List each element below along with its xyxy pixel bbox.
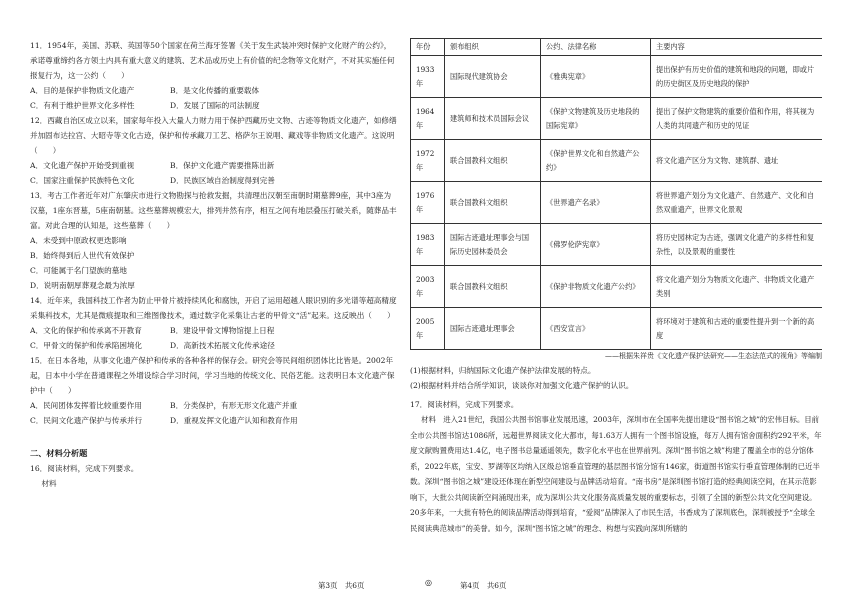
cell-content: 将历史园林定为古迹，强调文化遗产的多样性和复杂性，以及景观的重要性 xyxy=(651,224,823,266)
option-b: B．始终得到后人世代有效保护 xyxy=(30,251,135,260)
option-b: B．分类保护，有形无形文化遗产并重 xyxy=(170,401,298,410)
option-a: A．文化的保护和传承离不开教育 xyxy=(30,326,142,335)
table-row xyxy=(411,224,823,266)
cell-year: 1976年 xyxy=(411,182,445,224)
convention-table xyxy=(410,38,822,350)
option-b: B．是文化传播的重要载体 xyxy=(170,86,260,95)
option-d: D．发展了国际的司法制度 xyxy=(170,101,260,110)
option-d: D．高新技术拓展文化传承途径 xyxy=(170,341,275,350)
cell-year: 1983年 xyxy=(411,224,445,266)
question-13 xyxy=(30,188,398,293)
table-row xyxy=(411,308,823,350)
cell-year: 2003年 xyxy=(411,266,445,308)
left-page xyxy=(30,0,398,608)
cell-law-name: 《佛罗伦萨宪章》 xyxy=(541,224,651,266)
page-number-left: 第3页 共6页 xyxy=(318,581,365,590)
header-organization: 颁布组织 xyxy=(445,39,541,56)
material-passage: 材料 进入21世纪，我国公共图书馆事业发展迅速，2003年，深圳市在全国率先提出建设“图书馆之城”的宏伟目标。目前全市公共图书馆达1086所，远超世界阅读文化大都市，每1.63万人拥有一个图书馆设施，每万人拥有馆舍面积约292平米，年度文献购置费用达1.4亿，电子图书总量遥遥领先，数字化水平也在世界前列。深圳“图书馆之城”构建了覆盖全市的总分馆体系，2022年底，宝安、罗湖等区均纳入区级总馆垂直管理的基层图书馆分馆有146家，街道图书馆实行垂直管理体制的已近半数。深圳“图书馆之城”建设还体现在新型空间建设与品牌活动培育。“南书房”是深圳图书馆打造的经典阅读空间，在其示范影响下，大批公共阅读新空间涌现出来，成为深圳公共文化服务高质量发展的重要标志，引领了全国的新型公共文化空间建设。20多年来，一大批有特色的阅读品牌活动得到培育，“爱阅”品牌深入了市民生活，书香成为了深圳底色，深圳被授予“全球全民阅读典范城市”的美誉。如今，深圳“图书馆之城”的理念、构想与实践向深圳所辖的 xyxy=(410,415,822,533)
cell-organization: 联合国教科文组织 xyxy=(445,182,541,224)
cell-law-name: 《保护非物质文化遗产公约》 xyxy=(541,266,651,308)
table-header-row xyxy=(411,39,823,56)
table-row xyxy=(411,266,823,308)
question-12 xyxy=(30,113,398,188)
question-15-options xyxy=(30,398,398,428)
option-b: B．建设甲骨文博物馆提上日程 xyxy=(170,326,275,335)
question-11-options xyxy=(30,83,398,113)
cell-organization: 联合国教科文组织 xyxy=(445,140,541,182)
question-11 xyxy=(30,38,398,113)
question-16 xyxy=(30,461,398,491)
cell-organization: 联合国教科文组织 xyxy=(445,266,541,308)
question-12-options xyxy=(30,158,398,188)
page-number-right: 第4页 共6页 xyxy=(460,581,507,590)
cell-content: 将文化遗产划分为物质文化遗产、非物质文化遗产类别 xyxy=(651,266,823,308)
cell-content: 提出了保护文物建筑的重要价值和作用，将其视为人类的共同遗产和历史的见证 xyxy=(651,98,823,140)
binding-mark-icon: ◎ xyxy=(425,578,432,587)
option-a: A．文化遗产保护开始受到重视 xyxy=(30,161,135,170)
cell-organization: 国际古迹遗址理事会 xyxy=(445,308,541,350)
cell-law-name: 《保护文物建筑及历史地段的国际宪章》 xyxy=(541,98,651,140)
table-row xyxy=(411,182,823,224)
option-a: A．未受到中原政权更迭影响 xyxy=(30,236,127,245)
header-law-name: 公约、法律名称 xyxy=(541,39,651,56)
table-row xyxy=(411,140,823,182)
question-16-requirements xyxy=(410,363,822,412)
question-16-text: 16．阅读材料，完成下列要求。 xyxy=(30,464,139,473)
header-year: 年份 xyxy=(411,39,445,56)
cell-content: 将文化遗产区分为文物、建筑群、遗址 xyxy=(651,140,823,182)
cell-law-name: 《西安宣言》 xyxy=(541,308,651,350)
option-c: C．民间文化遗产保护与传承并行 xyxy=(30,416,143,425)
cell-year: 1933年 xyxy=(411,56,445,98)
question-15-text: 15．在日本各地，从事文化遗产保护和传承的各种各样的保存会。研究会等民间组织团体比比皆是。2002年起，日本中小学在普通课程之外增设综合学习时间，学习当地的传统文化、民俗艺能。这表明日本文化遗产保护中（ ） xyxy=(30,356,395,395)
cell-organization: 国际古迹遗址理事会与国际历史园林委员会 xyxy=(445,224,541,266)
section-heading: 二、材料分析题 xyxy=(30,448,88,458)
option-b: B．保护文化遗产需要推陈出新 xyxy=(170,161,275,170)
requirement-2: (2)根据材料并结合所学知识，谈谈你对加强文化遗产保护的认识。 xyxy=(410,381,634,390)
cell-law-name: 《雅典宪章》 xyxy=(541,56,651,98)
cell-year: 1964年 xyxy=(411,98,445,140)
right-page xyxy=(410,0,822,608)
cell-law-name: 《世界遗产名录》 xyxy=(541,182,651,224)
material-label: 材料 xyxy=(41,479,57,488)
question-11-text: 11．1954年，美国、苏联、英国等50个国家在荷兰海牙签署《关于发生武装冲突时保护文化财产的公约》，承诺尊重缔约各方领土内具有重大意义的建筑、艺术品或历史上有价值的纪念物等文化财产，不对其实施任何报复行为，这一公约（ ） xyxy=(30,41,395,80)
option-c: C．可能属于名门望族的墓地 xyxy=(30,266,127,275)
question-14-text: 14．近年来，我国科技工作者为防止甲骨片被持续风化和腐蚀，开启了运用超越人眼识别的多光谱等超高精度采集科技术，尤其是微痕提取和三维图像技术，通过数字化采集让古老的甲骨文“活”起来。这反映出（ ） xyxy=(30,296,397,320)
option-a: A．民间团体发挥着比较重要作用 xyxy=(30,401,142,410)
cell-organization: 建筑师和技术员国际会议 xyxy=(445,98,541,140)
cell-content: 将世界遗产划分为文化遗产、自然遗产、文化和自然双重遗产，世界文化景观 xyxy=(651,182,823,224)
requirement-1: (1)根据材料，归纳国际文化遗产保护法律发展的特点。 xyxy=(410,366,596,375)
question-15 xyxy=(30,353,398,428)
option-c: C．有利于维护世界文化多样性 xyxy=(30,101,135,110)
question-17-text: 17．阅读材料，完成下列要求。 xyxy=(410,400,519,409)
cell-content: 提出保护有历史价值的建筑和地段的问题，即或片的历史街区及历史地段的保护 xyxy=(651,56,823,98)
option-d: D．民族区域自治制度得到完善 xyxy=(170,176,275,185)
table-row xyxy=(411,98,823,140)
option-c: C．国家注重保护民族特色文化 xyxy=(30,176,135,185)
question-13-text: 13．考古工作者近年对广东肇庆市进行文物勘探与抢救发掘，共清理出汉朝至南朝时期墓葬9座，其中3座为汉墓，1座东晋墓，5座南朝墓。这些墓葬规模宏大，排列井然有序，相互之间有地层叠压打破关系，随葬品丰富。对此合理的认知是，这些墓葬（ ） xyxy=(30,191,397,230)
option-a: A．目的是保护非物质文化遗产 xyxy=(30,86,135,95)
question-13-options xyxy=(30,233,398,293)
cell-year: 2005年 xyxy=(411,308,445,350)
header-content: 主要内容 xyxy=(651,39,823,56)
question-14-options xyxy=(30,323,398,353)
cell-law-name: 《保护世界文化和自然遗产公约》 xyxy=(541,140,651,182)
cell-content: 将环境对于建筑和古迹的重要性提升到一个新的高度 xyxy=(651,308,823,350)
table-source: ——根据朱祥贵《文化遗产保护法研究——生态法范式的视角》等编制 xyxy=(605,352,822,360)
option-d: D．重视发挥文化遗产认知和教育作用 xyxy=(170,416,298,425)
cell-organization: 国际现代建筑协会 xyxy=(445,56,541,98)
table-row xyxy=(411,56,823,98)
option-d: D．说明南朝厚葬观念最为浓厚 xyxy=(30,281,135,290)
cell-year: 1972年 xyxy=(411,140,445,182)
question-12-text: 12．西藏自治区成立以来，国家每年投入大量人力财力用于保护西藏历史文物、古迹等物质文化遗产，如修缮并加固布达拉宫、大昭寺等文化古迹，保护和传承藏刀工艺、格萨尔王说唱、藏戏等非物质文化遗产。这说明（ ） xyxy=(30,116,397,155)
option-c: C．甲骨文的保护和传承陷困境化 xyxy=(30,341,143,350)
question-14 xyxy=(30,293,398,353)
